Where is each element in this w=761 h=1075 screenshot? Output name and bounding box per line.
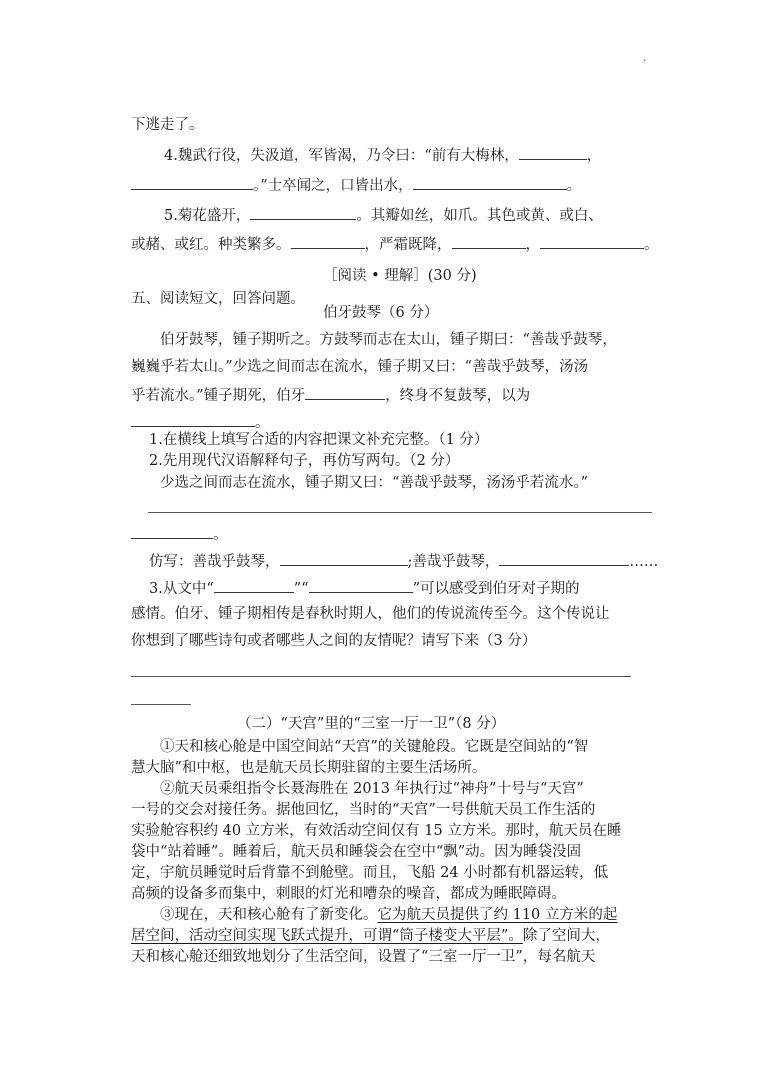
question-5-line-1: 5.菊花盛开， 。其瓣如丝，如爪。其色或黄、或白、 [164,205,603,226]
blank[interactable] [305,385,385,400]
tiangong-line-6: 袋中“站着睡”。睡着后，航天员和睡袋会在空中“飘”动。因为睡袋没固 [131,844,582,860]
blank[interactable] [413,175,567,190]
boya-question-3-line-1: 3.从文中“ ”“ ”可以感受到伯牙对子期的 [149,578,580,599]
tiangong-title: （二）“天宫”里的“三室一厅一卫”（8 分） [237,716,506,732]
tiangong-line-2: 慧大脑”和中枢，也是航天员长期驻留的主要生活场所。 [131,760,487,776]
blank[interactable] [519,145,587,160]
imitation-line: 仿写：善哉乎鼓琴， ;善哉乎鼓琴， …… [149,551,658,572]
tiangong-line-1: ①天和核心舱是中国空间站“天宫”的关键舱段。它既是空间站的“智 [160,739,589,755]
boya-paragraph-line-4: 。 [131,412,270,433]
question-5-line-2: 或赭、或红。种类繁多。 ，严霜既降， ， 。 [131,234,659,255]
boya-question-3-line-2: 感情。伯牙、锺子期相传是春秋时期人，他们的传说流传至今。这个传说让 [131,606,610,622]
boya-paragraph-line-2: 巍巍乎若太山。”少选之间而志在流水，锺子期又曰：“善哉乎鼓琴，汤汤 [131,359,589,375]
blank[interactable] [280,551,408,566]
tiangong-line-4: 一号的交会对接任务。据他回忆，当时的“天宫”一号供航天员工作生活的 [131,802,596,818]
boya-title: 伯牙鼓琴（6 分） [323,305,439,321]
tiangong-line-9: ③现在，天和核心舱有了新变化。它为航天员提供了约 110 立方米的起 [160,907,618,923]
blank[interactable] [540,234,644,249]
blank[interactable] [214,578,294,593]
answer-line[interactable] [148,512,652,513]
boya-paragraph-line-1: 伯牙鼓琴，锺子期听之。方鼓琴而志在太山，锺子期曰：“善哉乎鼓琴， [160,332,617,348]
tiangong-line-7: 定，宇航员睡觉时后背靠不到舱壁。而且，飞船 24 小时都有机器运转，低 [131,865,609,881]
question-4-line-1: 4.魏武行役，失汲道，军皆渴，乃令曰：“前有大梅林， ， [164,145,601,166]
blank[interactable] [131,175,253,190]
tiangong-line-3: ②航天员乘组指令长聂海胜在 2013 年执行过“神舟”十号与“天宫” [160,781,584,797]
underlined-sentence: 它为航天员提供了约 110 立方米的起 [377,907,618,923]
blank[interactable] [309,578,413,593]
answer-line[interactable] [131,676,631,677]
question-4-line-2: 。”士卒闻之，口皆出水， 。 [131,175,581,196]
tiangong-line-11: 天和核心舱还细致地划分了生活空间，设置了“三室一厅一卫”，每名航天 [131,949,596,965]
blank[interactable] [291,234,365,249]
blank[interactable] [452,234,526,249]
tiangong-line-10: 居空间，活动空间实现飞跃式提升，可谓“筒子楼变大平层”。除了空间大， [131,928,610,944]
tiangong-line-5: 实验舱容积约 40 立方米，有效活动空间仅有 15 立方米。那时，航天员在睡 [131,823,622,839]
boya-question-1: 1.在横线上填写合适的内容把课文补充完整。（1 分） [149,432,489,448]
part-5-heading: 五、阅读短文，回答问题。 [131,291,305,307]
boya-question-2: 2.先用现代汉语解释句子，再仿写两句。（2 分） [149,453,460,469]
blank[interactable] [131,524,213,539]
blank[interactable] [250,205,356,220]
answer-line-end: 。 [131,524,228,545]
boya-question-2-sentence: 少选之间而志在流水，锺子期又曰：“善哉乎鼓琴，汤汤乎若流水。” [160,475,589,491]
q-prev-end: 下逃走了。 [131,117,204,133]
blank[interactable] [131,412,255,427]
boya-paragraph-line-3: 乎若流水。”锺子期死，伯牙 ，终身不复鼓琴，以为 [131,385,530,406]
section-heading-reading: ［阅读 • 理解］(30 分) [323,268,477,284]
boya-question-3-line-3: 你想到了哪些诗句或者哪些人之间的友情呢？请写下来（3 分） [131,633,537,649]
page-dot: · [643,56,647,67]
answer-line[interactable] [131,704,191,705]
blank[interactable] [499,551,629,566]
underlined-sentence: 居空间，活动空间实现飞跃式提升，可谓“筒子楼变大平层”。 [131,928,523,944]
tiangong-line-8: 高频的设备多而集中，刺眼的灯光和嘈杂的噪音，都成为睡眠障碍。 [131,886,566,902]
